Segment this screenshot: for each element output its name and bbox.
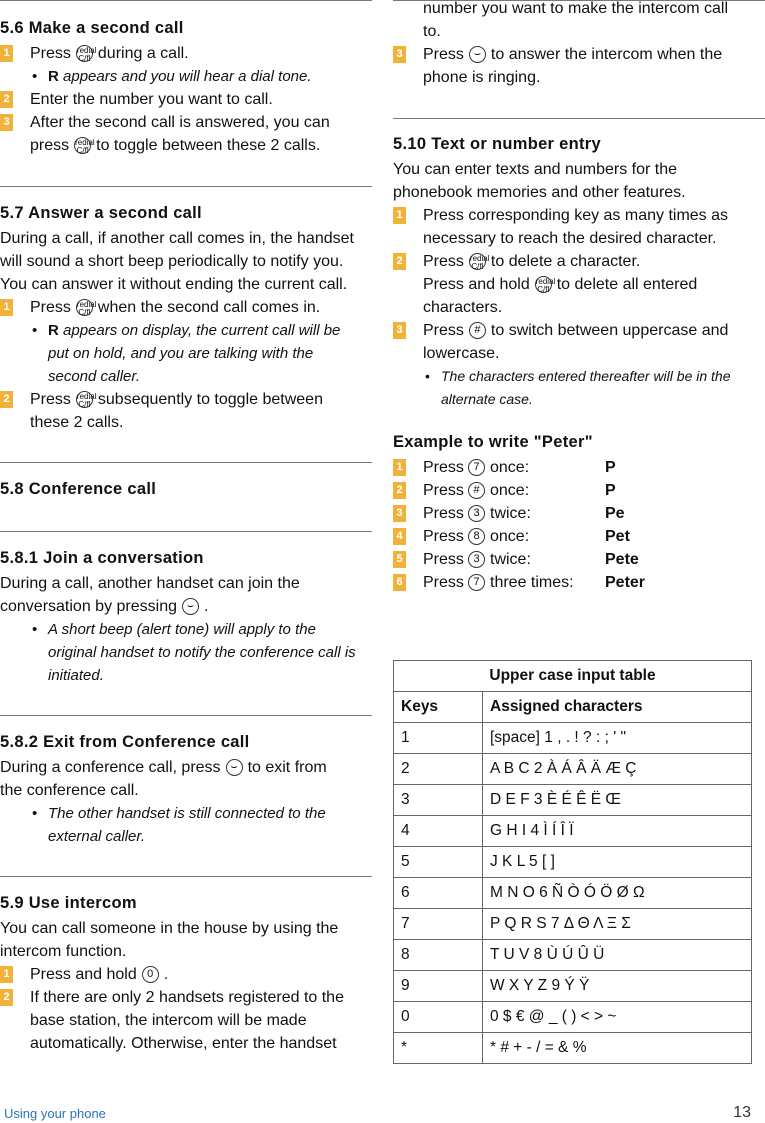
section-title-5-10: 5.10 Text or number entry <box>393 135 602 153</box>
column-header-chars: Assigned characters <box>483 692 752 723</box>
digit-key-icon: 7 <box>468 459 485 476</box>
bullet-note: • R appears and you will hear a dial tone. <box>32 68 312 85</box>
bullet-note: • A short beep (alert tone) will apply to the original handset to notify the conference call is initiated. <box>32 621 356 684</box>
bullet-note: • The characters entered thereafter will be in the alternate case. <box>425 368 731 407</box>
step-number: 3 <box>393 505 406 522</box>
step-item: 1 Press corresponding key as many times as necessary to reach the desired character. <box>393 204 765 250</box>
bullet-note: • R appears on display, the current call will be put on hold, and you are talking with the second caller. <box>32 322 341 385</box>
chars-cell: J K L 5 [ ] <box>483 847 752 878</box>
example-steps <box>393 456 765 594</box>
redial-key-icon: redial C/fl <box>76 46 97 64</box>
step-item: 1 Press redial C/fl when the second call comes in. <box>0 296 380 319</box>
divider <box>393 118 765 119</box>
footer-section: Using your phone <box>4 1106 106 1121</box>
page-number: 13 <box>733 1104 751 1121</box>
talk-key-icon: ⌣ <box>469 46 486 63</box>
step-number: 1 <box>0 45 13 62</box>
digit-key-icon: 3 <box>468 551 485 568</box>
section-title-5-8: 5.8 Conference call <box>0 480 157 498</box>
digit-key-icon: 7 <box>468 574 485 591</box>
key-cell: 8 <box>394 940 483 971</box>
chars-cell: T U V 8 Ù Ú Û Ü <box>483 940 752 971</box>
section-title-5-6: 5.6 Make a second call <box>0 19 184 37</box>
divider <box>0 462 372 463</box>
example-row: 2 Press # once: P <box>393 479 765 502</box>
example-row: 5 Press 3 twice: Pete <box>393 548 765 571</box>
redial-key-icon: redial C/fl <box>75 138 95 156</box>
redial-key-icon: redial C/fl <box>535 277 556 295</box>
example-row: 6 Press 7 three times: Peter <box>393 571 765 594</box>
redial-key-icon: redial C/fl <box>76 392 97 410</box>
table-row <box>394 785 752 816</box>
step-item: 3 Press ⌣ to answer the intercom when the <box>393 43 765 66</box>
example-row: 3 Press 3 twice: Pe <box>393 502 765 525</box>
section-title-5-7: 5.7 Answer a second call <box>0 204 202 222</box>
table-row <box>394 940 752 971</box>
step-item: 2 Press redial C/fl subsequently to toggle between <box>0 388 380 411</box>
chars-cell: D E F 3 È É Ê Ë Œ <box>483 785 752 816</box>
redial-key-icon: redial C/fl <box>469 254 490 272</box>
redial-key-icon: redial C/fl <box>76 300 97 318</box>
chars-cell: [space] 1 , . ! ? : ; ' " <box>483 723 752 754</box>
key-cell: 1 <box>394 723 483 754</box>
table-row <box>394 816 752 847</box>
step-list: 1 Press redial C/fl during a call. • R appears and you will hear a dial tone. 2 Enter the number you want to call. 3 After the second call is answered, you can press redial C/fl to toggle between these 2 calls. <box>0 42 372 157</box>
divider <box>0 531 372 532</box>
key-cell: 6 <box>394 878 483 909</box>
divider <box>0 0 372 1</box>
key-cell: 9 <box>394 971 483 1002</box>
key-cell: 4 <box>394 816 483 847</box>
table-row <box>394 1033 752 1064</box>
step-number: 1 <box>393 459 406 476</box>
section-title-5-8-1: 5.8.1 Join a conversation <box>0 549 204 567</box>
table-row <box>394 754 752 785</box>
column-header-keys: Keys <box>394 692 483 723</box>
step-number: 6 <box>393 574 406 591</box>
digit-key-icon: # <box>468 482 485 499</box>
key-cell: 2 <box>394 754 483 785</box>
step-item: 1 Press and hold 0 . <box>0 963 372 986</box>
step-item: 1 Press redial C/fl during a call. <box>0 42 372 65</box>
talk-key-icon: ⌣ <box>182 598 199 615</box>
chars-cell: M N O 6 Ñ Ò Ó Ö Ø Ω <box>483 878 752 909</box>
example-row: 1 Press 7 once: P <box>393 456 765 479</box>
chars-cell: A B C 2 À Á Â Ä Æ Ç <box>483 754 752 785</box>
talk-key-icon: ⌣ <box>226 759 243 776</box>
table-row <box>394 909 752 940</box>
step-item: 2 If there are only 2 handsets registered to the base station, the intercom will be made automatically. Otherwise, enter the handset <box>0 986 372 1055</box>
example-title: Example to write "Peter" <box>393 433 593 451</box>
key-cell: 7 <box>394 909 483 940</box>
chars-cell: P Q R S 7 Δ Θ Λ Ξ Σ <box>483 909 752 940</box>
section-title-5-8-2: 5.8.2 Exit from Conference call <box>0 733 250 751</box>
divider <box>0 876 372 877</box>
digit-key-icon: 3 <box>468 505 485 522</box>
example-row: 4 Press 8 once: Pet <box>393 525 765 548</box>
chars-cell: 0 $ € @ _ ( ) < > ~ <box>483 1002 752 1033</box>
table-row <box>394 723 752 754</box>
chars-cell: * # + - / = & % <box>483 1033 752 1064</box>
step-number: 5 <box>393 551 406 568</box>
zero-key-icon: 0 <box>142 966 159 983</box>
digit-key-icon: 8 <box>468 528 485 545</box>
bullet-note: • The other handset is still connected to the external caller. <box>32 805 326 845</box>
hash-key-icon: # <box>469 322 486 339</box>
divider <box>0 715 372 716</box>
step-number: 4 <box>393 528 406 545</box>
table-row <box>394 1002 752 1033</box>
chars-cell: W X Y Z 9 Ý Ÿ <box>483 971 752 1002</box>
section-title-5-9: 5.9 Use intercom <box>0 894 137 912</box>
divider <box>0 186 372 187</box>
step-number: 2 <box>393 482 406 499</box>
key-cell: 5 <box>394 847 483 878</box>
key-cell: 0 <box>394 1002 483 1033</box>
table-caption: Upper case input table <box>394 661 752 692</box>
key-cell: 3 <box>394 785 483 816</box>
step-item: 2 Press redial C/fl to delete a character. <box>393 250 765 273</box>
table-row <box>394 971 752 1002</box>
step-item: 3 After the second call is answered, you can <box>0 111 372 134</box>
table-row <box>394 878 752 909</box>
table-row <box>394 847 752 878</box>
step-item: 2 Enter the number you want to call. <box>0 88 372 111</box>
chars-cell: G H I 4 Ì Í Î Ï <box>483 816 752 847</box>
step-item: 3 Press # to switch between uppercase and <box>393 319 765 342</box>
upper-case-input-table <box>393 660 752 1064</box>
key-cell: * <box>394 1033 483 1064</box>
